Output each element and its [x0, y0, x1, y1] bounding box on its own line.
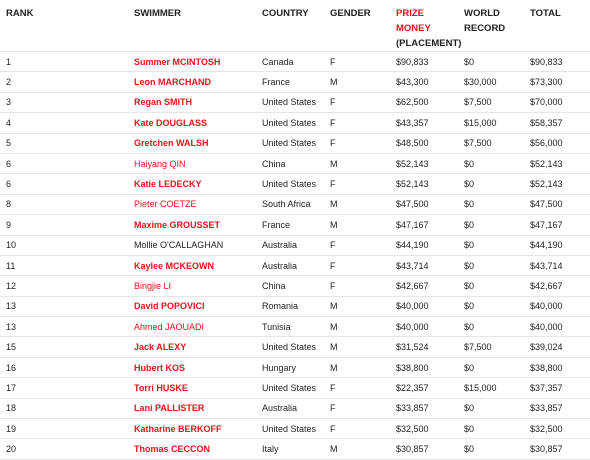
cell-world-record: $0	[458, 153, 524, 173]
cell-rank: 20	[0, 439, 128, 459]
cell-country: United States	[256, 113, 324, 133]
cell-swimmer[interactable]: Bingjie LI	[128, 276, 256, 296]
cell-rank: 19	[0, 419, 128, 439]
cell-swimmer[interactable]: Katharine BERKOFF	[128, 419, 256, 439]
cell-swimmer[interactable]: David POPOVICI	[128, 296, 256, 316]
cell-swimmer[interactable]: Ahmed JAOUADI	[128, 317, 256, 337]
cell-prize-money: $22,357	[390, 378, 458, 398]
header-prize-placement-label: (PLACEMENT)	[396, 38, 462, 49]
cell-prize-money: $48,500	[390, 133, 458, 153]
cell-gender: M	[324, 357, 390, 377]
table-row	[0, 153, 590, 173]
cell-world-record: $0	[458, 296, 524, 316]
cell-country: South Africa	[256, 194, 324, 214]
cell-prize-money: $47,167	[390, 215, 458, 235]
cell-rank: 17	[0, 378, 128, 398]
cell-swimmer[interactable]: Torri HUSKE	[128, 378, 256, 398]
cell-gender: M	[324, 317, 390, 337]
cell-world-record: $0	[458, 419, 524, 439]
cell-world-record: $0	[458, 52, 524, 72]
cell-gender: F	[324, 276, 390, 296]
cell-world-record: $0	[458, 357, 524, 377]
table-row	[0, 113, 590, 133]
cell-prize-money: $40,000	[390, 317, 458, 337]
cell-country: Romania	[256, 296, 324, 316]
cell-gender: F	[324, 113, 390, 133]
table-row	[0, 337, 590, 357]
cell-total: $30,857	[524, 439, 590, 459]
cell-total: $47,500	[524, 194, 590, 214]
table-row	[0, 419, 590, 439]
cell-country: France	[256, 72, 324, 92]
table-row	[0, 439, 590, 459]
table-body	[0, 52, 590, 460]
cell-gender: M	[324, 439, 390, 459]
cell-country: China	[256, 153, 324, 173]
cell-rank: 1	[0, 52, 128, 72]
header-rank: RANK	[0, 0, 128, 52]
cell-swimmer[interactable]: Gretchen WALSH	[128, 133, 256, 153]
table-row	[0, 378, 590, 398]
table-row	[0, 215, 590, 235]
cell-prize-money: $40,000	[390, 296, 458, 316]
cell-swimmer[interactable]: Leon MARCHAND	[128, 72, 256, 92]
cell-gender: F	[324, 255, 390, 275]
cell-country: Canada	[256, 52, 324, 72]
cell-world-record: $7,500	[458, 337, 524, 357]
cell-prize-money: $32,500	[390, 419, 458, 439]
cell-rank: 3	[0, 92, 128, 112]
table-row	[0, 357, 590, 377]
cell-swimmer[interactable]: Katie LEDECKY	[128, 174, 256, 194]
table-row	[0, 194, 590, 214]
cell-rank: 6	[0, 153, 128, 173]
cell-total: $42,667	[524, 276, 590, 296]
header-prize-money-label: PRIZE MONEY	[396, 8, 431, 34]
cell-world-record: $7,500	[458, 133, 524, 153]
cell-total: $73,300	[524, 72, 590, 92]
table-row	[0, 174, 590, 194]
header-world-record	[458, 0, 524, 52]
cell-prize-money: $30,857	[390, 439, 458, 459]
cell-world-record: $0	[458, 174, 524, 194]
cell-prize-money: $62,500	[390, 92, 458, 112]
cell-swimmer[interactable]: Regan SMITH	[128, 92, 256, 112]
cell-rank: 4	[0, 113, 128, 133]
cell-total: $40,000	[524, 296, 590, 316]
cell-rank: 2	[0, 72, 128, 92]
cell-world-record: $7,500	[458, 92, 524, 112]
cell-gender: M	[324, 194, 390, 214]
cell-gender: F	[324, 52, 390, 72]
cell-rank: 12	[0, 276, 128, 296]
cell-gender: M	[324, 296, 390, 316]
table-row	[0, 235, 590, 255]
cell-world-record: $15,000	[458, 378, 524, 398]
cell-prize-money: $52,143	[390, 174, 458, 194]
cell-swimmer[interactable]: Kaylee MCKEOWN	[128, 255, 256, 275]
cell-world-record: $0	[458, 255, 524, 275]
cell-rank: 16	[0, 357, 128, 377]
header-gender: GENDER	[324, 0, 390, 52]
cell-prize-money: $43,300	[390, 72, 458, 92]
cell-country: France	[256, 215, 324, 235]
cell-total: $40,000	[524, 317, 590, 337]
cell-total: $47,167	[524, 215, 590, 235]
cell-gender: M	[324, 153, 390, 173]
cell-swimmer[interactable]: Jack ALEXY	[128, 337, 256, 357]
header-record-label: RECORD	[464, 23, 506, 34]
cell-prize-money: $47,500	[390, 194, 458, 214]
cell-total: $90,833	[524, 52, 590, 72]
table-row	[0, 52, 590, 72]
cell-gender: M	[324, 215, 390, 235]
cell-swimmer[interactable]: Pieter COETZE	[128, 194, 256, 214]
cell-prize-money: $44,190	[390, 235, 458, 255]
cell-world-record: $0	[458, 215, 524, 235]
cell-prize-money: $38,800	[390, 357, 458, 377]
cell-swimmer: Mollie O'CALLAGHAN	[128, 235, 256, 255]
cell-total: $58,357	[524, 113, 590, 133]
cell-world-record: $0	[458, 398, 524, 418]
table-row	[0, 317, 590, 337]
table-row	[0, 133, 590, 153]
cell-prize-money: $33,857	[390, 398, 458, 418]
cell-prize-money: $43,357	[390, 113, 458, 133]
cell-gender: M	[324, 72, 390, 92]
cell-country: Australia	[256, 398, 324, 418]
cell-swimmer[interactable]: Thomas CECCON	[128, 439, 256, 459]
cell-world-record: $0	[458, 439, 524, 459]
cell-country: United States	[256, 174, 324, 194]
cell-rank: 8	[0, 194, 128, 214]
cell-total: $52,143	[524, 153, 590, 173]
cell-rank: 15	[0, 337, 128, 357]
cell-total: $32,500	[524, 419, 590, 439]
cell-total: $39,024	[524, 337, 590, 357]
cell-world-record: $0	[458, 276, 524, 296]
cell-rank: 13	[0, 317, 128, 337]
table-row	[0, 398, 590, 418]
cell-gender: F	[324, 398, 390, 418]
cell-world-record: $15,000	[458, 113, 524, 133]
cell-rank: 10	[0, 235, 128, 255]
cell-country: Australia	[256, 255, 324, 275]
cell-total: $38,800	[524, 357, 590, 377]
header-world-label: WORLD	[464, 8, 500, 19]
table-row	[0, 72, 590, 92]
table-header	[0, 0, 590, 52]
cell-swimmer[interactable]: Hubert KOS	[128, 357, 256, 377]
cell-country: United States	[256, 337, 324, 357]
cell-gender: M	[324, 337, 390, 357]
cell-rank: 6	[0, 174, 128, 194]
cell-prize-money: $52,143	[390, 153, 458, 173]
cell-world-record: $0	[458, 235, 524, 255]
cell-swimmer[interactable]: Maxime GROUSSET	[128, 215, 256, 235]
cell-country: United States	[256, 378, 324, 398]
cell-swimmer[interactable]: Haiyang QIN	[128, 153, 256, 173]
header-total: TOTAL	[524, 0, 590, 52]
cell-prize-money: $90,833	[390, 52, 458, 72]
cell-prize-money: $42,667	[390, 276, 458, 296]
cell-gender: F	[324, 174, 390, 194]
cell-total: $56,000	[524, 133, 590, 153]
cell-country: United States	[256, 92, 324, 112]
cell-country: China	[256, 276, 324, 296]
cell-country: Hungary	[256, 357, 324, 377]
cell-country: United States	[256, 419, 324, 439]
cell-swimmer[interactable]: Kate DOUGLASS	[128, 113, 256, 133]
cell-total: $37,357	[524, 378, 590, 398]
cell-world-record: $0	[458, 317, 524, 337]
cell-total: $44,190	[524, 235, 590, 255]
cell-rank: 11	[0, 255, 128, 275]
cell-country: Australia	[256, 235, 324, 255]
header-country: COUNTRY	[256, 0, 324, 52]
cell-world-record: $30,000	[458, 72, 524, 92]
cell-rank: 9	[0, 215, 128, 235]
cell-swimmer[interactable]: Summer MCINTOSH	[128, 52, 256, 72]
header-row	[0, 0, 590, 52]
table-row	[0, 255, 590, 275]
cell-world-record: $0	[458, 194, 524, 214]
header-prize-money	[390, 0, 462, 52]
cell-gender: F	[324, 419, 390, 439]
cell-rank: 18	[0, 398, 128, 418]
header-swimmer: SWIMMER	[128, 0, 256, 52]
cell-prize-money: $43,714	[390, 255, 458, 275]
table-row	[0, 92, 590, 112]
cell-rank: 5	[0, 133, 128, 153]
cell-total: $33,857	[524, 398, 590, 418]
cell-swimmer[interactable]: Lani PALLISTER	[128, 398, 256, 418]
cell-total: $70,000	[524, 92, 590, 112]
cell-total: $52,143	[524, 174, 590, 194]
table-row	[0, 276, 590, 296]
cell-rank: 13	[0, 296, 128, 316]
cell-gender: F	[324, 235, 390, 255]
cell-country: Italy	[256, 439, 324, 459]
cell-gender: F	[324, 92, 390, 112]
cell-gender: F	[324, 378, 390, 398]
cell-prize-money: $31,524	[390, 337, 458, 357]
cell-total: $43,714	[524, 255, 590, 275]
cell-country: United States	[256, 133, 324, 153]
cell-gender: F	[324, 133, 390, 153]
table-row	[0, 296, 590, 316]
cell-country: Tunisia	[256, 317, 324, 337]
